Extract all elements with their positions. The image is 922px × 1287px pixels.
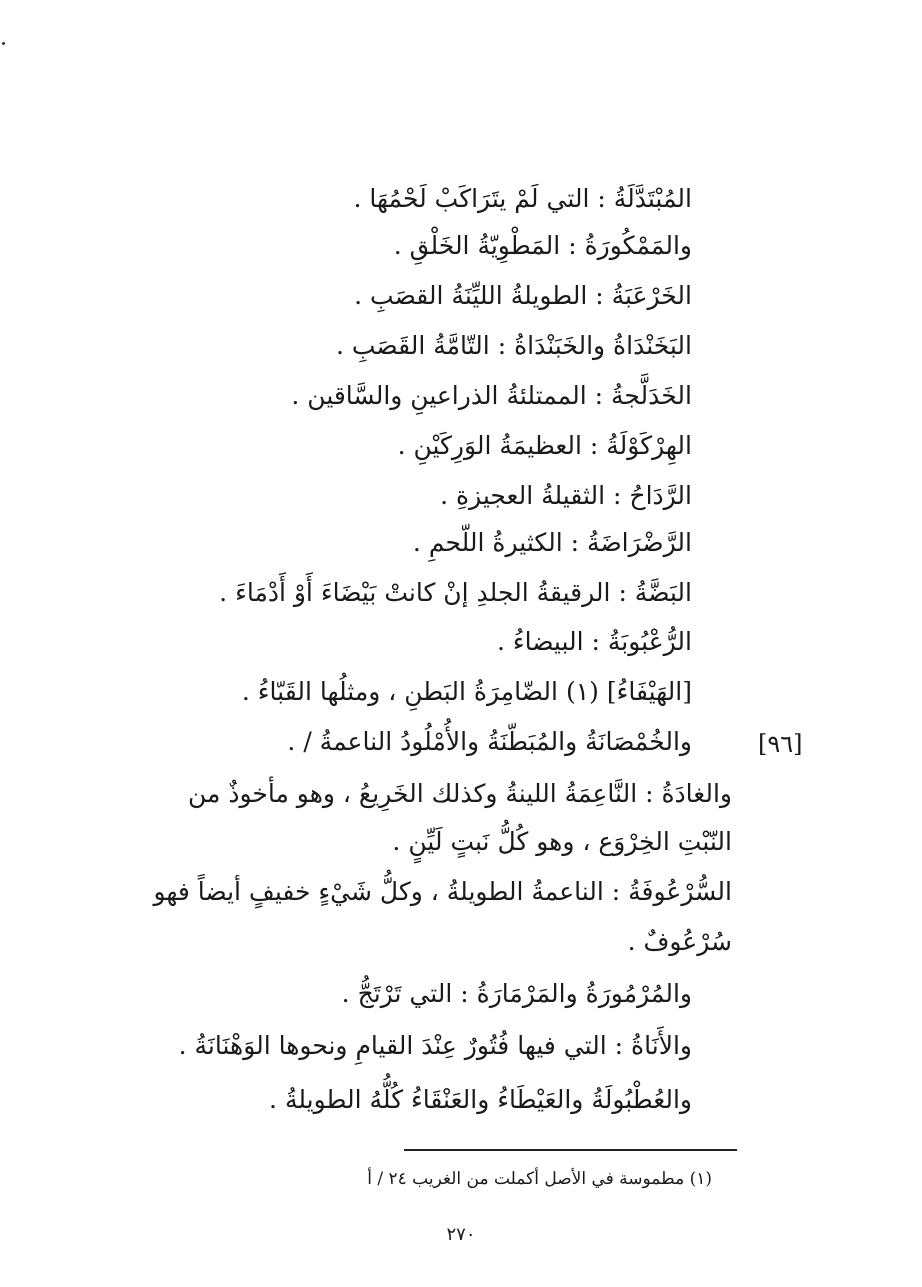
text-line-4: البَخَنْدَاةُ والخَبَنْدَاةُ : التّامَّةُ القَصَبِ . <box>335 331 692 360</box>
text-line-5: الخَدَلَّجةُ : الممتلئةُ الذراعينِ والسَّاقين . <box>291 381 692 410</box>
text-line-6: الهِرْكَوْلَةُ : العظيمَةُ الوَرِكَيْنِ . <box>397 431 692 460</box>
text-line-17: والمُرْمُورَةُ والمَرْمَارَةُ : التي تَرْتَجُّ . <box>341 979 692 1008</box>
footnote-divider <box>404 1149 737 1151</box>
text-line-12: والخُمْصَانَةُ والمُبَطّنَةُ والأُمْلُودُ الناعمةُ / . <box>287 727 692 756</box>
text-line-3: الخَرْعَبَةُ : الطويلةُ الليِّنَةُ القصَبِ . <box>354 281 692 310</box>
text-line-7: الرَّدَاحُ : الثقيلةُ العجيزةِ . <box>440 481 692 510</box>
text-line-14: النّبْتِ الخِرْوَع ، وهو كُلُّ نَبتٍ لَيِّنٍ . <box>392 827 732 856</box>
text-line-19: والعُطْبُولَةُ والعَيْطَاءُ والعَنْقَاءُ كُلُّهُ الطويلةُ . <box>269 1085 692 1114</box>
text-line-16: سُرْعُوفٌ . <box>627 927 732 956</box>
text-line-8: الرَّضْرَاضَةُ : الكثيرةُ اللّحمِ . <box>412 528 692 557</box>
margin-folio-marker: [٩٦] <box>758 730 803 758</box>
text-line-18: والأَنَاةُ : التي فيها فُتُورٌ عِنْدَ القيامِ ونحوها الوَهْنَانَةُ . <box>178 1031 692 1060</box>
text-line-13: والغادَةُ : النَّاعِمَةُ اللينةُ وكذلك الخَرِيعُ ، وهو مأخوذٌ من <box>187 779 732 808</box>
scan-speck <box>2 42 5 45</box>
text-line-15: السُّرْعُوفَةُ : الناعمةُ الطويلةُ ، وكلُّ شَيْءٍ خفيفٍ أيضاً فهو <box>153 877 732 906</box>
page-number: ٢٧٠ <box>446 1224 476 1245</box>
text-line-9: البَضَّةُ : الرقيقةُ الجلدِ إنْ كانتْ بَيْضَاءَ أَوْ أَدْمَاءَ . <box>219 578 692 607</box>
footnote: (١) مطموسة في الأصل أكملت من الغريب ٢٤ / أ <box>367 1169 712 1189</box>
text-line-1: المُبْتَدَّلَةُ : التي لَمْ يتَرَاكَبْ لَحْمُهَا . <box>353 184 692 213</box>
text-line-2: والمَمْكُورَةُ : المَطْوِيّةُ الخَلْقِ . <box>393 231 692 260</box>
text-line-10: الرُّعْبُوبَةُ : البيضاءُ . <box>496 627 692 656</box>
text-line-11: [الهَيْفَاءُ] (١) الضّامِرَةُ البَطنِ ، ومثلُها القَبّاءُ . <box>241 677 692 706</box>
